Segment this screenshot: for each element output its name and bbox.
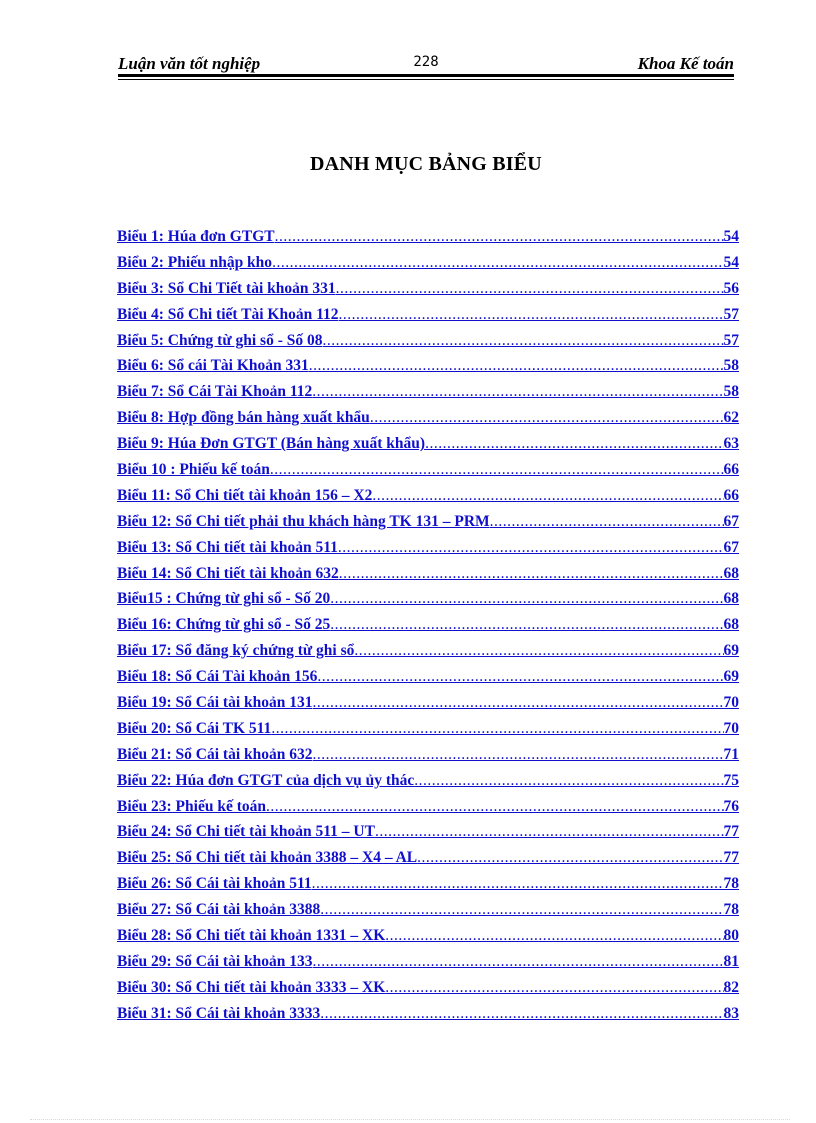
toc-dot-leader xyxy=(266,798,724,816)
toc-entry-label: Biểu 18: Sổ Cái Tài khoản 156 xyxy=(117,668,318,686)
toc-entry-label: Biểu 24: Sổ Chi tiết tài khoản 511 – UT xyxy=(117,823,375,841)
toc-entry-page: 54 xyxy=(723,228,739,245)
toc-entry-label: Biểu 9: Húa Đơn GTGT (Bán hàng xuất khẩu) xyxy=(117,435,426,453)
toc-entry-page: 71 xyxy=(723,745,739,763)
footer-divider xyxy=(30,1119,790,1121)
toc-entry[interactable] xyxy=(117,254,739,280)
toc-entry-page: 66 xyxy=(723,486,739,504)
toc-entry-label: Biểu 23: Phiếu kế toán xyxy=(117,797,266,815)
header-page-number: 228 xyxy=(413,54,439,70)
toc-entry-page: 54 xyxy=(723,253,739,271)
toc-entry-page: 56 xyxy=(723,279,739,297)
toc-entry-page: 77 xyxy=(723,823,739,841)
header-faculty-label: Khoa Kế toán xyxy=(637,54,734,73)
toc-entry-page: 57 xyxy=(723,331,739,349)
toc-dot-leader xyxy=(385,979,723,997)
toc-dot-leader xyxy=(338,539,724,557)
toc-dot-leader xyxy=(309,357,724,375)
toc-dot-leader xyxy=(425,435,723,453)
toc-entry[interactable] xyxy=(117,357,739,383)
toc-entry-page: 82 xyxy=(723,978,739,996)
toc-dot-leader xyxy=(339,565,724,583)
toc-entry-label: Biểu 25: Sổ Chi tiết tài khoản 3388 – X4 – AL xyxy=(117,849,418,867)
toc-entry-page: 68 xyxy=(723,616,739,634)
toc-dot-leader xyxy=(330,590,723,608)
toc-entry-label: Biểu 8: Hợp đồng bán hàng xuất khẩu xyxy=(117,409,370,427)
toc-entry-page: 63 xyxy=(723,435,739,453)
toc-entry-page: 57 xyxy=(723,305,739,323)
toc-entry[interactable] xyxy=(117,539,739,565)
toc-entry-label: Biểu 2: Phiếu nhập kho xyxy=(117,253,273,271)
toc-dot-leader xyxy=(330,616,723,634)
toc-dot-leader xyxy=(313,953,724,971)
toc-entry[interactable] xyxy=(117,513,739,539)
toc-entry-label: Biểu 5: Chứng từ ghi sổ - Số 08 xyxy=(117,331,323,349)
toc-entry-page: 78 xyxy=(723,901,739,919)
toc-dot-leader xyxy=(320,901,723,919)
toc-entry[interactable] xyxy=(117,590,739,616)
toc-entry-page: 67 xyxy=(723,538,739,556)
toc-dot-leader xyxy=(313,694,724,712)
toc-entry[interactable] xyxy=(117,875,739,901)
toc-entry-label: Biểu 7: Sổ Cái Tài Khoản 112 xyxy=(117,383,313,401)
toc-entry-label: Biểu 12: Sổ Chi tiết phải thu khách hàng TK 131 – PRM xyxy=(117,512,490,530)
page-title: DANH MỤC BẢNG BIỂU xyxy=(310,153,542,175)
toc-entry[interactable] xyxy=(117,487,739,513)
toc-dot-leader xyxy=(336,280,724,298)
toc-entry-label: Biểu 10 : Phiếu kế toán xyxy=(117,461,270,479)
toc-entry-label: Biểu 11: Sổ Chi tiết tài khoản 156 – X2 xyxy=(117,486,373,504)
toc-dot-leader xyxy=(272,254,723,272)
toc-entry[interactable] xyxy=(117,616,739,642)
toc-dot-leader xyxy=(313,746,724,764)
toc-entry-page: 62 xyxy=(723,409,739,427)
toc-entry-page: 58 xyxy=(723,357,739,375)
toc-entry-page: 70 xyxy=(723,694,739,712)
toc-entry-page: 68 xyxy=(723,564,739,582)
toc-entry[interactable] xyxy=(117,461,739,487)
toc-entry-page: 77 xyxy=(723,849,739,867)
toc-entry-label: Biểu 4: Sổ Chi tiết Tài Khoản 112 xyxy=(117,305,339,323)
toc-entry-label: Biểu15 : Chứng từ ghi sổ - Số 20 xyxy=(117,590,331,608)
toc-entry-page: 75 xyxy=(723,771,739,789)
header-rule-thin xyxy=(118,79,734,80)
toc-dot-leader xyxy=(414,772,723,790)
toc-entry-label: Biểu 14: Sổ Chi tiết tài khoản 632 xyxy=(117,564,339,582)
toc-entry-label: Biểu 3: Sổ Chi Tiết tài khoản 331 xyxy=(117,279,336,297)
toc-dot-leader xyxy=(312,875,724,893)
toc-entry-label: Biểu 21: Sổ Cái tài khoản 632 xyxy=(117,745,313,763)
toc-entry[interactable] xyxy=(117,228,739,254)
toc-dot-leader xyxy=(317,668,723,686)
toc-entry-label: Biểu 28: Sổ Chi tiết tài khoản 1331 – XK xyxy=(117,927,386,945)
toc-entry[interactable] xyxy=(117,435,739,461)
toc-entry[interactable] xyxy=(117,332,739,358)
toc-dot-leader xyxy=(370,409,724,427)
toc-dot-leader xyxy=(270,461,724,479)
toc-entry-label: Biểu 29: Sổ Cái tài khoản 133 xyxy=(117,952,313,970)
toc-entry-page: 83 xyxy=(723,1004,739,1022)
toc-entry-label: Biểu 19: Sổ Cái tài khoản 131 xyxy=(117,694,313,712)
toc-entry[interactable] xyxy=(117,280,739,306)
toc-entry-page: 80 xyxy=(723,927,739,945)
header-thesis-label: Luận văn tốt nghiệp xyxy=(118,54,261,73)
header-rule-thick xyxy=(118,74,734,77)
toc-entry[interactable] xyxy=(117,901,739,927)
toc-dot-leader xyxy=(339,306,724,324)
toc-entry[interactable] xyxy=(117,565,739,591)
table-of-tables xyxy=(117,228,739,1031)
toc-entry[interactable] xyxy=(117,927,739,953)
toc-entry-label: Biểu 17: Sổ đăng ký chứng từ ghi sổ xyxy=(117,642,355,660)
toc-entry[interactable] xyxy=(117,953,739,979)
toc-dot-leader xyxy=(385,927,723,945)
toc-dot-leader xyxy=(372,487,723,505)
toc-entry-label: Biểu 13: Sổ Chi tiết tài khoản 511 xyxy=(117,538,338,556)
toc-entry-page: 81 xyxy=(723,952,739,970)
toc-entry[interactable] xyxy=(117,746,739,772)
toc-entry-page: 68 xyxy=(723,590,739,608)
toc-entry[interactable] xyxy=(117,798,739,824)
toc-entry-label: Biểu 1: Húa đơn GTGT xyxy=(117,228,275,245)
toc-entry[interactable] xyxy=(117,720,739,746)
toc-entry-label: Biểu 22: Húa đơn GTGT của dịch vụ ủy thác xyxy=(117,771,415,789)
toc-entry-page: 76 xyxy=(723,797,739,815)
toc-entry[interactable] xyxy=(117,383,739,409)
toc-entry-page: 69 xyxy=(723,668,739,686)
toc-entry[interactable] xyxy=(117,409,739,435)
toc-entry-label: Biểu 26: Sổ Cái tài khoản 511 xyxy=(117,875,312,893)
toc-entry-label: Biểu 20: Sổ Cái TK 511 xyxy=(117,719,272,737)
toc-dot-leader xyxy=(271,720,723,738)
toc-entry-label: Biểu 16: Chứng từ ghi sổ - Số 25 xyxy=(117,616,331,634)
toc-dot-leader xyxy=(490,513,724,531)
toc-entry[interactable] xyxy=(117,1005,739,1031)
toc-entry-page: 78 xyxy=(723,875,739,893)
toc-entry-page: 58 xyxy=(723,383,739,401)
toc-entry[interactable] xyxy=(117,668,739,694)
toc-entry-label: Biểu 30: Sổ Chi tiết tài khoản 3333 – XK xyxy=(117,978,386,996)
toc-entry-page: 66 xyxy=(723,461,739,479)
toc-dot-leader xyxy=(323,332,724,350)
toc-entry-label: Biểu 6: Sổ cái Tài Khoản 331 xyxy=(117,357,309,375)
toc-dot-leader xyxy=(320,1005,723,1023)
toc-dot-leader xyxy=(354,642,723,660)
toc-dot-leader xyxy=(417,849,723,867)
toc-dot-leader xyxy=(375,823,724,841)
toc-entry-page: 67 xyxy=(723,512,739,530)
toc-entry-page: 69 xyxy=(723,642,739,660)
toc-entry[interactable] xyxy=(117,694,739,720)
toc-entry[interactable] xyxy=(117,849,739,875)
toc-entry-label: Biểu 31: Sổ Cái tài khoản 3333 xyxy=(117,1004,321,1022)
toc-entry[interactable] xyxy=(117,306,739,332)
toc-entry-label: Biểu 27: Sổ Cái tài khoản 3388 xyxy=(117,901,321,919)
toc-dot-leader xyxy=(275,228,724,246)
toc-entry[interactable] xyxy=(117,772,739,798)
toc-entry[interactable] xyxy=(117,823,739,849)
toc-entry[interactable] xyxy=(117,642,739,668)
toc-entry[interactable] xyxy=(117,979,739,1005)
toc-dot-leader xyxy=(312,383,723,401)
toc-entry-page: 70 xyxy=(723,719,739,737)
